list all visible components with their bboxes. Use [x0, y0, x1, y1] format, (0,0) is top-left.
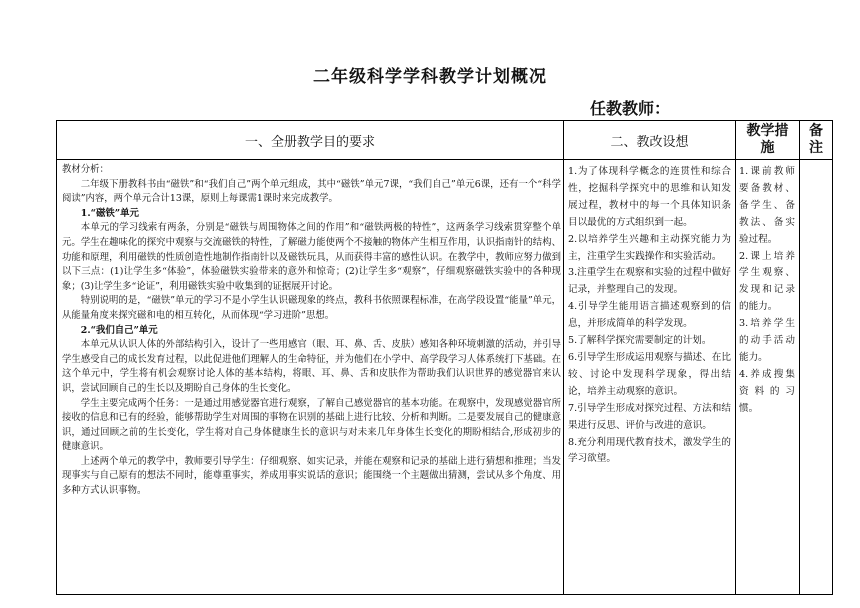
objectives-paragraph: 本单元的学习线索有两条，分别是“磁铁与周围物体之间的作用”和“磁铁两极的特性”，这两条学习线索贯穿整个单元。学生在趣味化的探究中观察与交流磁铁的特性，了解磁力能使两个不接触的物体产生相互作用，认识指南针的结构、功能和原理，利用磁铁的性质创造性地制作指南针以及磁铁玩具，从而获得丰富的感性认识。在教学中，教师应努力做到以下三点：(1)让学生多“体验”，体验磁铁实验带来的意外和惊奇；(2)让学生多“观察”，仔细观察磁铁实验中的各种现象；(3)让学生多“论证”，利用磁铁实验中收集到的证据展开讨论。: [62, 222, 561, 292]
unit-heading-ourselves: 2.“我们自己”单元: [80, 324, 158, 336]
column-divider: [735, 121, 736, 594]
measure-item: 4.养成搜集资料的习惯。: [739, 368, 795, 414]
teacher-label: 任教教师：: [590, 99, 671, 118]
unit-heading-magnet: 1.“磁铁”单元: [80, 207, 139, 219]
reform-item: 8.充分利用现代教育技术，激发学生的学习欲望。: [568, 436, 731, 465]
measure-item: 2.课上培养学生观察、发现和记录的能力。: [739, 250, 795, 313]
objectives-cell: [59, 161, 563, 499]
objectives-paragraph: 特别说明的是，“磁铁”单元的学习不是小学生认识磁现象的终点，教科书依照课程标准，在高学段设置“能量”单元，从能量角度来探究磁和电的相互转化，从而体现“学习进阶”思想。: [62, 295, 561, 321]
objectives-paragraph: 二年级下册教科书由“磁铁”和“我们自己”两个单元组成，其中“磁铁”单元7课，“我们自己”单元6课，还有一个“科学阅读”内容，两个单元合计13课，原则上每课需1课时来完成教学。: [62, 178, 561, 205]
reform-cell: [566, 161, 733, 468]
header-notes: 备注: [809, 123, 823, 156]
objectives-paragraph: 本单元从认识人体的外部结构引入，设计了一些用感官（眼、耳、鼻、舌、皮肤）感知各种环境刺激的活动，并引导学生感受自己的成长发育过程，以此促进他们理解人的生命特征，并为他们在小学中、高学段学习人体系统打下基础。在这个单元中，学生将有机会观察讨论人体的基本结构，将眼、耳、鼻、舌和皮肤作为帮助我们认识世界的感觉器官来认识，尝试回顾自己的生长以及期盼自己身体的生长变化。: [62, 339, 561, 394]
header-divider: [57, 159, 832, 160]
column-divider: [563, 121, 564, 594]
reform-item: 7.引导学生形成对探究过程、方法和结果进行反思、评价与改进的意识。: [568, 402, 731, 431]
document-title: 二年级科学学科教学计划概况: [313, 67, 547, 87]
reform-item: 2.以培养学生兴趣和主动探究能力为主，注重学生实践操作和实验活动。: [568, 233, 731, 262]
header-reform: 二、教改设想: [610, 134, 689, 150]
measures-cell: [737, 161, 797, 418]
objectives-paragraph: 教材分析：: [62, 164, 109, 175]
column-divider: [799, 121, 800, 594]
header-measures: 教学措施: [746, 123, 789, 156]
reform-item: 5.了解科学探究需要制定的计划。: [568, 335, 712, 347]
measure-item: 1.课前教师要备教材、备学生、备教法、备实验过程。: [739, 166, 795, 245]
reform-item: 4.引导学生能用语言描述观察到的信息，并形成简单的科学发现。: [568, 301, 731, 330]
plan-table: [56, 120, 833, 595]
reform-item: 6.引导学生形成运用观察与描述、在比较、讨论中发现科学现象，得出结论，培养主动观察的意识。: [568, 351, 731, 397]
objectives-paragraph: 学生主要完成两个任务：一是通过用感觉器官进行观察，了解自己感觉器官的基本功能。在观察中，发现感觉器官所接收的信息和已有的经验，能够帮助学生对周围的事物在识别的基础上进行比较、分析和判断。二是要发展自己的健康意识，通过回顾之前的生长变化，学生将对自己身体健康生长的意识与对未来几年身体生长变化的期盼相结合,形成初步的健康意识。: [62, 397, 561, 453]
reform-item: 3.注重学生在观察和实验的过程中做好记录，并整理自己的发现。: [568, 267, 731, 296]
header-objectives: 一、全册教学目的要求: [244, 134, 375, 150]
objectives-paragraph: 上述两个单元的教学中，教师要引导学生：仔细观察、如实记录，并能在观察和记录的基础上进行猜想和推理；当发现事实与自己原有的想法不同时，能尊重事实，养成用事实说话的意识；能围绕一个主题做出猜测，尝试从多个角度、用多种方式认识事物。: [62, 455, 561, 497]
reform-item: 1.为了体现科学概念的连贯性和综合性，挖掘科学探究中的思维和认知发展过程，教材中的每一个具体知识条目以最优的方式组织到一起。: [568, 166, 731, 228]
measure-item: 3.培养学生的动手活动能力。: [739, 318, 795, 363]
